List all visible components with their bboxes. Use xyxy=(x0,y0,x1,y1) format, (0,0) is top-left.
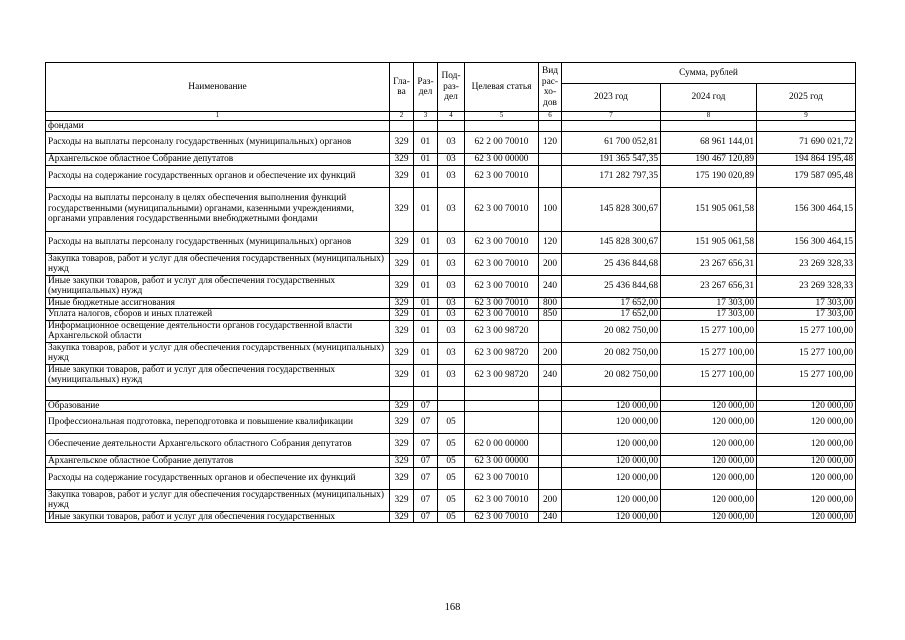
row-vid-raskhodov xyxy=(539,412,562,434)
row-name: Иные закупки товаров, работ и услуг для обеспечения государственных (муниципальных) нужд xyxy=(46,275,390,297)
row-amount-2023: 120 000,00 xyxy=(562,456,661,468)
row-amount-2025: 120 000,00 xyxy=(757,511,856,523)
row-glava: 329 xyxy=(390,187,414,231)
row-glava: 329 xyxy=(390,253,414,275)
row-name: Расходы на содержание государственных органов и обеспечение их функций xyxy=(46,467,390,489)
row-amount-2023: 191 365 547,35 xyxy=(562,154,661,166)
row-razdel: 01 xyxy=(414,154,438,166)
row-amount-2024: 17 303,00 xyxy=(661,309,757,321)
row-amount-2025: 120 000,00 xyxy=(757,400,856,412)
row-amount-2025: 17 303,00 xyxy=(757,309,856,321)
row-glava: 329 xyxy=(390,309,414,321)
row-glava: 329 xyxy=(390,132,414,154)
row-amount-2025: 120 000,00 xyxy=(757,489,856,511)
row-tselevaya-statya: 62 3 00 70010 xyxy=(465,309,539,321)
row-name: фондами xyxy=(46,120,390,132)
row-razdel: 01 xyxy=(414,187,438,231)
table-row xyxy=(46,364,856,386)
row-amount-2023: 17 652,00 xyxy=(562,297,661,309)
row-amount-2023: 120 000,00 xyxy=(562,511,661,523)
row-vid-raskhodov xyxy=(539,120,562,132)
row-name: Иные закупки товаров, работ и услуг для обеспечения государственных xyxy=(46,511,390,523)
row-tselevaya-statya xyxy=(465,412,539,434)
row-tselevaya-statya: 62 3 00 98720 xyxy=(465,342,539,364)
column-number: 8 xyxy=(661,112,757,121)
table-row xyxy=(46,309,856,321)
row-glava: 329 xyxy=(390,275,414,297)
row-amount-2024: 120 000,00 xyxy=(661,489,757,511)
header-razdel: Раз-дел xyxy=(414,63,438,112)
row-podrazdel: 03 xyxy=(438,320,465,342)
row-name: Расходы на выплаты персоналу государственных (муниципальных) органов xyxy=(46,231,390,253)
row-amount-2024 xyxy=(661,120,757,132)
row-amount-2025: 15 277 100,00 xyxy=(757,342,856,364)
row-amount-2024: 151 905 061,58 xyxy=(661,187,757,231)
row-amount-2024: 190 467 120,89 xyxy=(661,154,757,166)
row-amount-2024: 68 961 144,01 xyxy=(661,132,757,154)
row-tselevaya-statya: 62 3 00 70010 xyxy=(465,231,539,253)
row-vid-raskhodov: 240 xyxy=(539,511,562,523)
row-glava xyxy=(390,386,414,400)
row-podrazdel: 03 xyxy=(438,165,465,187)
table-row xyxy=(46,467,856,489)
row-glava: 329 xyxy=(390,342,414,364)
column-number: 6 xyxy=(539,112,562,121)
row-amount-2024: 23 267 656,31 xyxy=(661,275,757,297)
header-year-2023: 2023 год xyxy=(562,84,661,112)
table-row xyxy=(46,386,856,400)
row-amount-2025: 120 000,00 xyxy=(757,467,856,489)
row-amount-2025: 23 269 328,33 xyxy=(757,253,856,275)
header-tselevaya-statya: Целевая статья xyxy=(465,63,539,112)
column-number-row xyxy=(46,112,856,121)
table-row xyxy=(46,320,856,342)
table-row xyxy=(46,456,856,468)
row-podrazdel: 05 xyxy=(438,467,465,489)
row-podrazdel: 03 xyxy=(438,187,465,231)
row-amount-2023 xyxy=(562,386,661,400)
page-number: 168 xyxy=(444,602,461,613)
row-name: Расходы на содержание государственных органов и обеспечение их функций xyxy=(46,165,390,187)
row-name: Закупка товаров, работ и услуг для обеспечения государственных (муниципальных) нужд xyxy=(46,253,390,275)
row-razdel: 01 xyxy=(414,231,438,253)
row-tselevaya-statya: 62 3 00 70010 xyxy=(465,275,539,297)
header-name: Наименование xyxy=(46,63,390,112)
row-vid-raskhodov: 800 xyxy=(539,297,562,309)
row-vid-raskhodov: 100 xyxy=(539,187,562,231)
row-razdel: 07 xyxy=(414,412,438,434)
row-razdel: 01 xyxy=(414,320,438,342)
table-row xyxy=(46,434,856,456)
row-glava: 329 xyxy=(390,412,414,434)
row-vid-raskhodov: 240 xyxy=(539,364,562,386)
row-vid-raskhodov: 240 xyxy=(539,275,562,297)
row-amount-2025: 120 000,00 xyxy=(757,456,856,468)
row-podrazdel: 05 xyxy=(438,434,465,456)
table-row xyxy=(46,132,856,154)
row-amount-2023: 20 082 750,00 xyxy=(562,342,661,364)
row-tselevaya-statya xyxy=(465,386,539,400)
row-amount-2025: 15 277 100,00 xyxy=(757,364,856,386)
row-amount-2023: 17 652,00 xyxy=(562,309,661,321)
row-name: Профессиональная подготовка, переподготовка и повышение квалификации xyxy=(46,412,390,434)
row-podrazdel: 03 xyxy=(438,297,465,309)
row-name xyxy=(46,386,390,400)
row-amount-2024 xyxy=(661,386,757,400)
row-tselevaya-statya: 62 3 00 98720 xyxy=(465,320,539,342)
row-podrazdel: 03 xyxy=(438,364,465,386)
table-row xyxy=(46,120,856,132)
row-vid-raskhodov: 850 xyxy=(539,309,562,321)
row-razdel: 01 xyxy=(414,253,438,275)
row-vid-raskhodov xyxy=(539,434,562,456)
row-tselevaya-statya: 62 3 00 70010 xyxy=(465,187,539,231)
row-podrazdel: 05 xyxy=(438,511,465,523)
row-amount-2023: 120 000,00 xyxy=(562,467,661,489)
row-razdel: 01 xyxy=(414,297,438,309)
row-amount-2025: 17 303,00 xyxy=(757,297,856,309)
budget-table xyxy=(45,62,856,523)
row-podrazdel: 05 xyxy=(438,412,465,434)
row-razdel: 07 xyxy=(414,511,438,523)
column-number: 2 xyxy=(390,112,414,121)
row-vid-raskhodov: 200 xyxy=(539,253,562,275)
row-podrazdel: 03 xyxy=(438,275,465,297)
header-year-2025: 2025 год xyxy=(757,84,856,112)
row-amount-2024: 15 277 100,00 xyxy=(661,342,757,364)
row-tselevaya-statya: 62 3 00 00000 xyxy=(465,154,539,166)
row-razdel xyxy=(414,120,438,132)
row-podrazdel: 03 xyxy=(438,132,465,154)
row-name: Закупка товаров, работ и услуг для обеспечения государственных (муниципальных) нужд xyxy=(46,489,390,511)
row-tselevaya-statya: 62 3 00 70010 xyxy=(465,511,539,523)
row-name: Иные закупки товаров, работ и услуг для обеспечения государственных (муниципальных) нужд xyxy=(46,364,390,386)
row-vid-raskhodov xyxy=(539,467,562,489)
row-glava: 329 xyxy=(390,456,414,468)
row-amount-2024: 23 267 656,31 xyxy=(661,253,757,275)
header-year-2024: 2024 год xyxy=(661,84,757,112)
row-name: Образование xyxy=(46,400,390,412)
header-glava: Гла-ва xyxy=(390,63,414,112)
row-amount-2023: 145 828 300,67 xyxy=(562,187,661,231)
row-name: Информационное освещение деятельности органов государственной власти Архангельской области xyxy=(46,320,390,342)
row-amount-2024: 15 277 100,00 xyxy=(661,320,757,342)
row-razdel xyxy=(414,386,438,400)
row-podrazdel: 03 xyxy=(438,231,465,253)
table-row xyxy=(46,489,856,511)
row-razdel: 07 xyxy=(414,456,438,468)
row-glava: 329 xyxy=(390,231,414,253)
row-razdel: 01 xyxy=(414,342,438,364)
row-amount-2025: 179 587 095,48 xyxy=(757,165,856,187)
row-razdel: 01 xyxy=(414,132,438,154)
row-podrazdel: 03 xyxy=(438,309,465,321)
row-vid-raskhodov xyxy=(539,165,562,187)
row-amount-2023: 120 000,00 xyxy=(562,489,661,511)
row-tselevaya-statya: 62 2 00 70010 xyxy=(465,132,539,154)
row-amount-2024: 175 190 020,89 xyxy=(661,165,757,187)
table-row xyxy=(46,231,856,253)
row-name: Архангельское областное Собрание депутатов xyxy=(46,456,390,468)
row-tselevaya-statya: 62 3 00 70010 xyxy=(465,165,539,187)
row-tselevaya-statya xyxy=(465,400,539,412)
row-amount-2024: 120 000,00 xyxy=(661,400,757,412)
row-amount-2024: 120 000,00 xyxy=(661,467,757,489)
row-amount-2025: 156 300 464,15 xyxy=(757,187,856,231)
row-vid-raskhodov xyxy=(539,154,562,166)
row-tselevaya-statya: 62 3 00 98720 xyxy=(465,364,539,386)
row-amount-2025: 15 277 100,00 xyxy=(757,320,856,342)
column-number: 7 xyxy=(562,112,661,121)
row-amount-2024: 120 000,00 xyxy=(661,412,757,434)
row-vid-raskhodov xyxy=(539,386,562,400)
row-glava: 329 xyxy=(390,297,414,309)
row-podrazdel xyxy=(438,400,465,412)
row-name: Иные бюджетные ассигнования xyxy=(46,297,390,309)
row-amount-2024: 17 303,00 xyxy=(661,297,757,309)
row-razdel: 07 xyxy=(414,467,438,489)
column-number: 5 xyxy=(465,112,539,121)
row-amount-2025: 194 864 195,48 xyxy=(757,154,856,166)
column-number: 4 xyxy=(438,112,465,121)
row-vid-raskhodov: 200 xyxy=(539,342,562,364)
table-row xyxy=(46,187,856,231)
header-podrazdel: Под-раз-дел xyxy=(438,63,465,112)
row-amount-2023: 25 436 844,68 xyxy=(562,253,661,275)
row-tselevaya-statya: 62 3 00 70010 xyxy=(465,489,539,511)
row-glava: 329 xyxy=(390,434,414,456)
row-name: Закупка товаров, работ и услуг для обеспечения государственных (муниципальных) нужд xyxy=(46,342,390,364)
row-amount-2023: 145 828 300,67 xyxy=(562,231,661,253)
row-name: Расходы на выплаты персоналу в целях обеспечения выполнения функций государственными (муниципальными) органами, казенными учреждениями, органами управления государственными внебюджетными фондами xyxy=(46,187,390,231)
row-amount-2023 xyxy=(562,120,661,132)
row-amount-2023: 171 282 797,35 xyxy=(562,165,661,187)
table-row xyxy=(46,342,856,364)
row-vid-raskhodov: 120 xyxy=(539,132,562,154)
row-amount-2024: 15 277 100,00 xyxy=(661,364,757,386)
row-amount-2025: 71 690 021,72 xyxy=(757,132,856,154)
row-glava: 329 xyxy=(390,400,414,412)
row-tselevaya-statya: 62 3 00 70010 xyxy=(465,253,539,275)
row-amount-2025: 156 300 464,15 xyxy=(757,231,856,253)
row-amount-2025: 23 269 328,33 xyxy=(757,275,856,297)
row-glava: 329 xyxy=(390,154,414,166)
column-number: 3 xyxy=(414,112,438,121)
row-razdel: 07 xyxy=(414,489,438,511)
row-tselevaya-statya: 62 3 00 70010 xyxy=(465,467,539,489)
column-number: 1 xyxy=(46,112,390,121)
row-amount-2025 xyxy=(757,386,856,400)
row-glava: 329 xyxy=(390,511,414,523)
row-amount-2024: 120 000,00 xyxy=(661,456,757,468)
table-row xyxy=(46,511,856,523)
row-razdel: 01 xyxy=(414,309,438,321)
row-tselevaya-statya xyxy=(465,120,539,132)
row-name: Уплата налогов, сборов и иных платежей xyxy=(46,309,390,321)
row-name: Расходы на выплаты персоналу государственных (муниципальных) органов xyxy=(46,132,390,154)
row-amount-2023: 20 082 750,00 xyxy=(562,364,661,386)
row-glava: 329 xyxy=(390,467,414,489)
row-razdel: 07 xyxy=(414,400,438,412)
row-tselevaya-statya: 62 3 00 00000 xyxy=(465,456,539,468)
row-podrazdel xyxy=(438,386,465,400)
row-amount-2023: 120 000,00 xyxy=(562,434,661,456)
row-razdel: 01 xyxy=(414,364,438,386)
row-podrazdel: 03 xyxy=(438,253,465,275)
row-amount-2023: 61 700 052,81 xyxy=(562,132,661,154)
row-amount-2024: 120 000,00 xyxy=(661,434,757,456)
row-vid-raskhodov xyxy=(539,456,562,468)
row-name: Обеспечение деятельности Архангельского областного Собрания депутатов xyxy=(46,434,390,456)
table-row xyxy=(46,400,856,412)
row-tselevaya-statya: 62 3 00 70010 xyxy=(465,297,539,309)
row-amount-2023: 25 436 844,68 xyxy=(562,275,661,297)
row-razdel: 01 xyxy=(414,165,438,187)
row-glava: 329 xyxy=(390,165,414,187)
row-vid-raskhodov: 200 xyxy=(539,489,562,511)
table-row xyxy=(46,412,856,434)
row-tselevaya-statya: 62 0 00 00000 xyxy=(465,434,539,456)
table-row xyxy=(46,297,856,309)
row-podrazdel xyxy=(438,120,465,132)
row-razdel: 07 xyxy=(414,434,438,456)
row-glava xyxy=(390,120,414,132)
table-row xyxy=(46,275,856,297)
row-amount-2025 xyxy=(757,120,856,132)
row-glava: 329 xyxy=(390,489,414,511)
column-number: 9 xyxy=(757,112,856,121)
header-vid-raskhodov: Вид рас-хо-дов xyxy=(539,63,562,112)
table-row xyxy=(46,154,856,166)
row-amount-2024: 120 000,00 xyxy=(661,511,757,523)
row-amount-2025: 120 000,00 xyxy=(757,434,856,456)
row-glava: 329 xyxy=(390,364,414,386)
row-podrazdel: 03 xyxy=(438,342,465,364)
row-podrazdel: 05 xyxy=(438,456,465,468)
row-razdel: 01 xyxy=(414,275,438,297)
row-amount-2025: 120 000,00 xyxy=(757,412,856,434)
row-glava: 329 xyxy=(390,320,414,342)
row-name: Архангельское областное Собрание депутатов xyxy=(46,154,390,166)
table-row xyxy=(46,165,856,187)
header-summa: Сумма, рублей xyxy=(562,63,856,84)
row-amount-2024: 151 905 061,58 xyxy=(661,231,757,253)
row-amount-2023: 120 000,00 xyxy=(562,400,661,412)
row-amount-2023: 120 000,00 xyxy=(562,412,661,434)
row-vid-raskhodov xyxy=(539,320,562,342)
row-podrazdel: 03 xyxy=(438,154,465,166)
row-vid-raskhodov: 120 xyxy=(539,231,562,253)
row-podrazdel: 05 xyxy=(438,489,465,511)
row-amount-2023: 20 082 750,00 xyxy=(562,320,661,342)
table-row xyxy=(46,253,856,275)
row-vid-raskhodov xyxy=(539,400,562,412)
